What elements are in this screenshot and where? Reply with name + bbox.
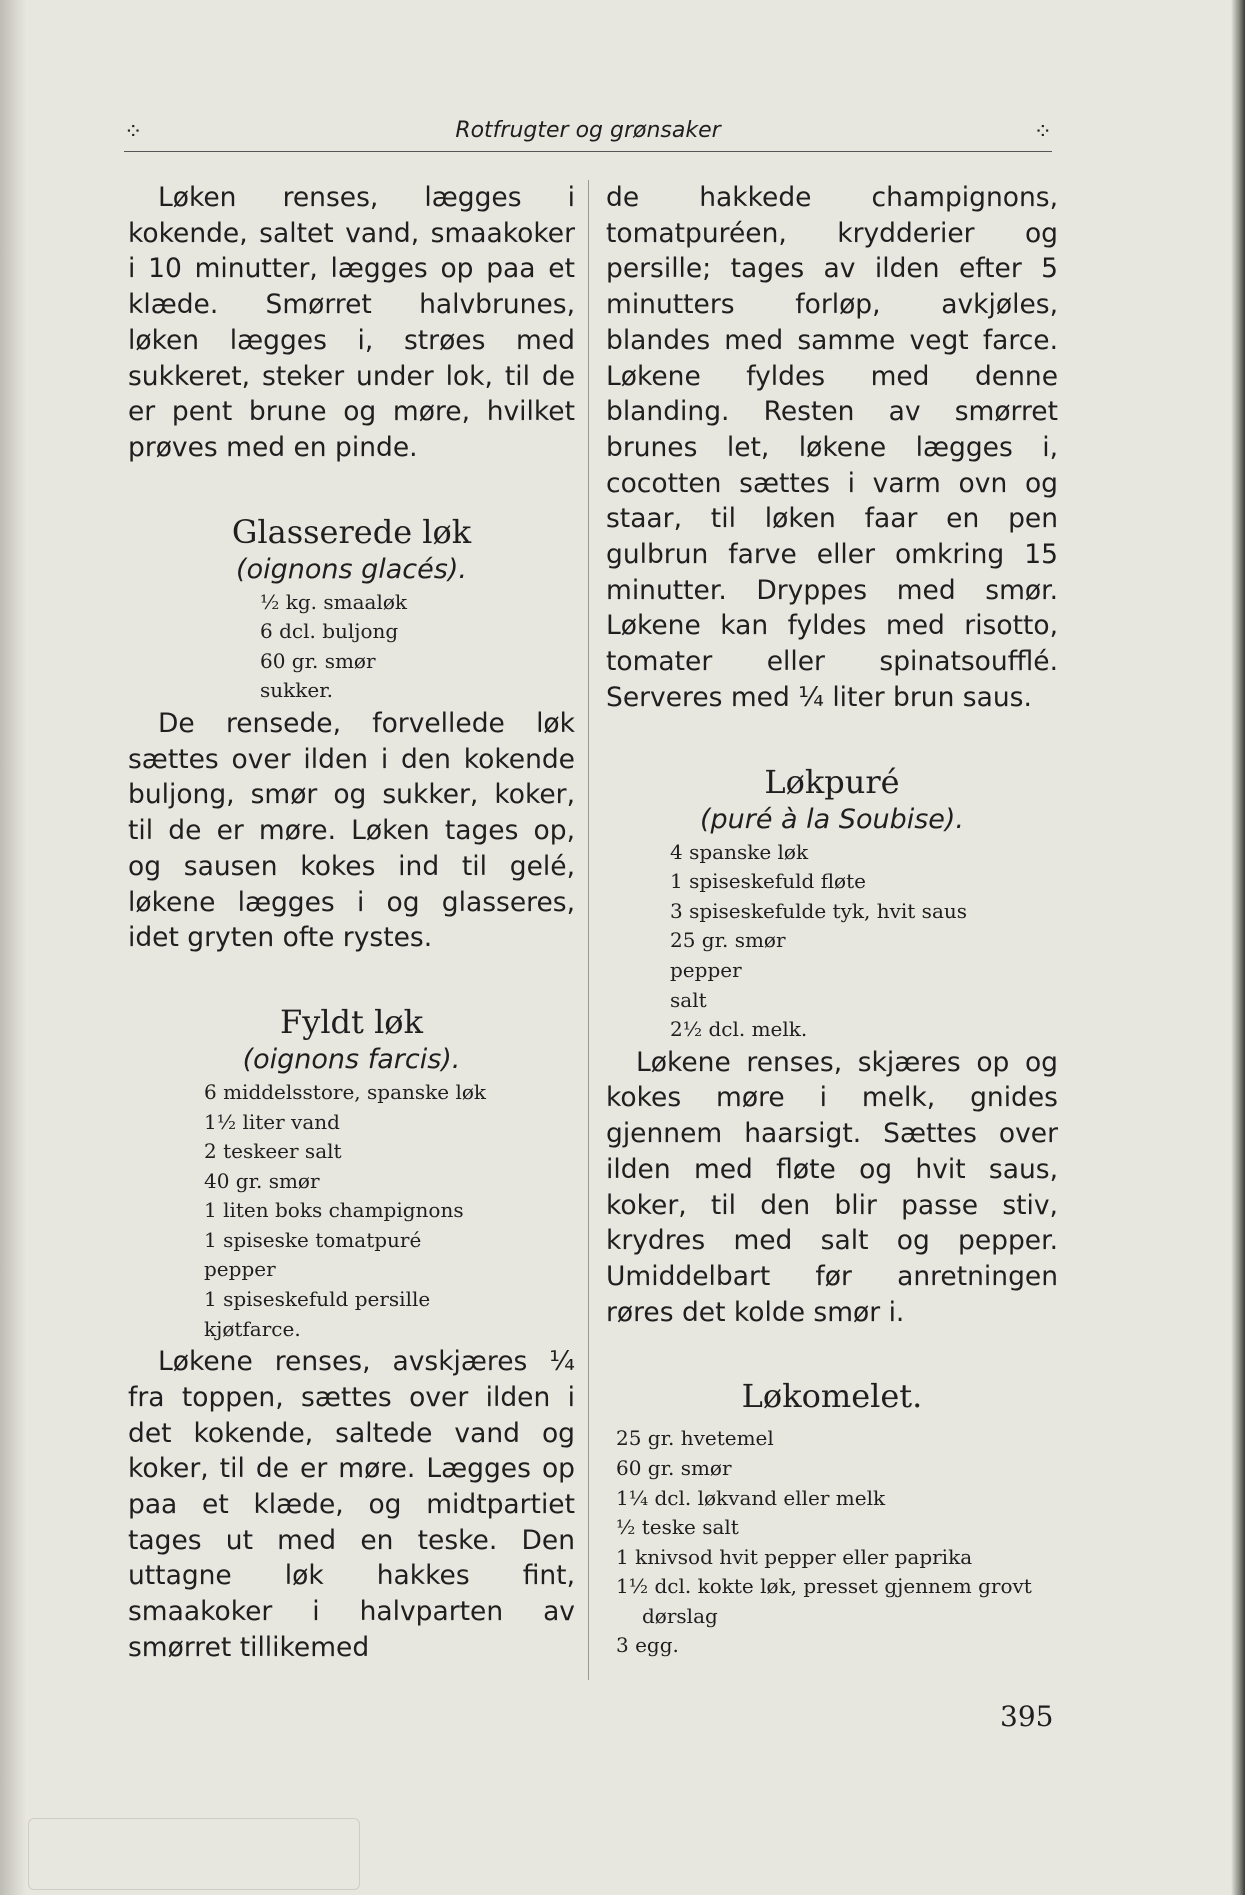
ingredient: 2 teskeer salt	[204, 1139, 342, 1164]
ingredient: pepper	[670, 957, 742, 982]
ingredient: ½ kg. smaaløk	[260, 589, 408, 614]
recipe-title-fyldt: Fyldt løk	[280, 1002, 423, 1041]
ornament-right-icon: ⁘	[1033, 120, 1052, 145]
page-right-edge	[1231, 0, 1245, 1895]
ingredient: 1 liten boks champignons	[204, 1198, 464, 1223]
ingredient: 1 spiseskefuld fløte	[670, 869, 866, 894]
header-title: Rotfrugter og grønsaker	[455, 118, 721, 143]
ingredient: 1 knivsod hvit pepper eller paprika	[616, 1544, 973, 1569]
recipe-title-lokpure: Løkpuré	[764, 762, 900, 801]
page-binding-edge	[0, 0, 26, 1895]
recipe-text-fyldt: Løkene renses, avskjæres ¼ fra toppen, sættes over ilden i det kokende, saltede vand og koker, til de er møre. Lægges op paa et klæde, og midtpartiet tages ut med en teske. Den uttagne løk hakkes fint, smaakoker i halvparten av smørret tillikemed	[128, 1346, 575, 1663]
ingredient: 40 gr. smør	[204, 1168, 320, 1193]
recipe-title-glasserede: Glasserede løk	[231, 512, 472, 551]
ingredient: 6 dcl. buljong	[260, 619, 399, 644]
ingredient-list-glasserede	[128, 588, 575, 706]
header-rule	[124, 151, 1052, 152]
ingredient: 6 middelsstore, spanske løk	[204, 1079, 487, 1104]
ingredient: 1½ liter vand	[204, 1109, 340, 1134]
ingredient: 1¼ dcl. løkvand eller melk	[616, 1485, 886, 1510]
intro-paragraph: Løken renses, lægges i kokende, saltet vand, smaakoker i 10 minutter, lægges op paa et klæde. Smørret halvbrunes, løken lægges i, strøes med sukkeret, steker under lok, til de er pent brune og møre, hvilket prøves med en pinde.	[128, 182, 575, 463]
ingredient-list-fyldt	[128, 1078, 575, 1344]
ingredient: 60 gr. smør	[260, 648, 376, 673]
ingredient: 3 egg.	[616, 1633, 679, 1658]
recipe-subtitle-fyldt: (oignons farcis).	[242, 1043, 461, 1075]
ingredient: 25 gr. smør	[670, 928, 786, 953]
running-header	[124, 112, 1052, 152]
column-divider	[588, 180, 589, 1680]
recipe-subtitle-lokpure: (puré à la Soubise).	[699, 803, 965, 835]
ingredient: sukker.	[260, 678, 333, 703]
ingredient: 4 spanske løk	[670, 839, 809, 864]
left-column	[128, 180, 575, 1666]
recipe-text-glasserede: De rensede, forvellede løk sættes over ilden i den kokende buljong, smør og sukker, koker, til de er møre. Løken tages op, og sausen kokes ind til gelé, løkene lægges i og glasseres, idet gryten ofte rystes.	[128, 708, 575, 954]
page-tab-outline	[28, 1818, 360, 1890]
ingredient: 1 spiseske tomatpuré	[204, 1227, 422, 1252]
ingredient: 2½ dcl. melk.	[670, 1017, 808, 1042]
right-column	[606, 180, 1058, 1661]
ingredient-list-lokomelet	[606, 1424, 1058, 1661]
ingredient: 1 spiseskefuld persille	[204, 1287, 431, 1312]
ingredient: 25 gr. hvetemel	[616, 1426, 774, 1451]
ingredient: 1½ dcl. kokte løk, presset gjennem grovt dørslag	[616, 1574, 1032, 1628]
ingredient: pepper	[204, 1257, 276, 1282]
ingredient-list-lokpure	[606, 838, 1058, 1045]
ingredient: ½ teske salt	[616, 1515, 739, 1540]
page-number: 395	[1000, 1700, 1054, 1733]
ingredient: 3 spiseskefulde tyk, hvit saus	[670, 898, 968, 923]
recipe-subtitle-glasserede: (oignons glacés).	[236, 553, 467, 585]
ornament-left-icon: ⁘	[124, 120, 143, 145]
ingredient: 60 gr. smør	[616, 1455, 732, 1480]
continuation-paragraph: de hakkede champignons, tomatpuréen, krydderier og persille; tages av ilden efter 5 minutters forløp, avkjøles, blandes med samme vegt farce. Løkene fyldes med denne blanding. Resten av smørret brunes let, løkene lægges i, cocotten sættes i varm ovn og staar, til løken faar en pen gulbrun farve eller omkring 15 minutter. Dryppes med smør. Løkene kan fyldes med risotto, tomater eller spinatsoufflé. Serveres med ¼ liter brun saus.	[606, 182, 1058, 713]
recipe-text-lokpure: Løkene renses, skjæres op og kokes møre i melk, gnides gjennem haarsigt. Sættes over ilden med fløte og hvit saus, koker, til den blir passe stiv, krydres med salt og pepper. Umiddelbart før anretningen røres det kolde smør i.	[606, 1046, 1058, 1328]
ingredient: salt	[670, 987, 707, 1012]
ingredient: kjøtfarce.	[204, 1316, 301, 1341]
recipe-title-lokomelet: Løkomelet.	[741, 1377, 923, 1416]
